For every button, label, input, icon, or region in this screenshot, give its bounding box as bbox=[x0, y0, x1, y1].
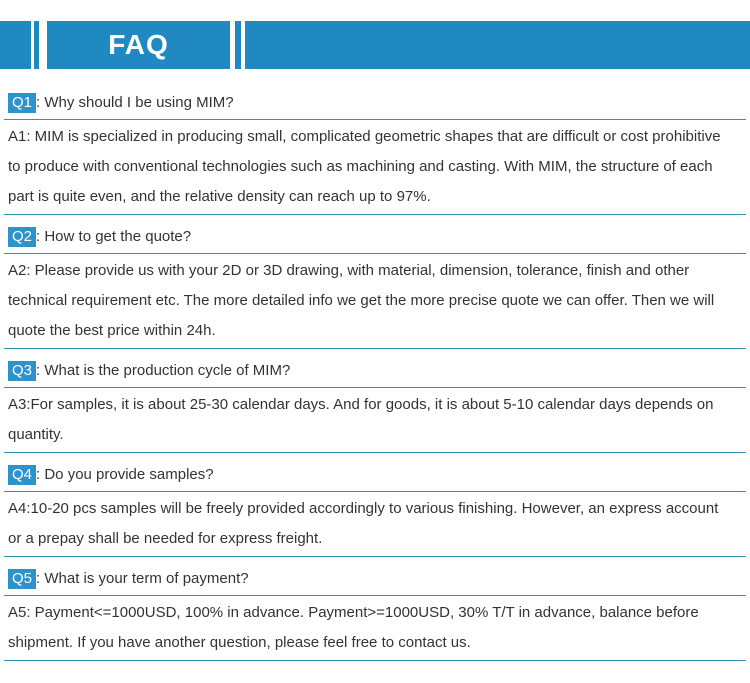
banner-left-block bbox=[0, 21, 31, 69]
answer-text: A4:10-20 pcs samples will be freely provided accordingly to various finishing. However, an express account or a prepay shall be needed for express freight. bbox=[4, 492, 746, 557]
question-text: : Do you provide samples? bbox=[36, 466, 214, 483]
banner-right-bar bbox=[245, 21, 750, 69]
banner-accent-bar-left bbox=[34, 21, 39, 69]
faq-item bbox=[4, 349, 746, 453]
answer-text: A1: MIM is specialized in producing small, complicated geometric shapes that are difficult or cost prohibitive to produce with conventional technologies such as machining and casting. With MIM, the structure of each part is quite even, and the relative density can reach up to 97%. bbox=[4, 120, 746, 215]
faq-page bbox=[0, 21, 750, 661]
answer-text: A5: Payment<=1000USD, 100% in advance. Payment>=1000USD, 30% T/T in advance, balance before shipment. If you have another question, please feel free to contact us. bbox=[4, 596, 746, 661]
faq-item bbox=[4, 557, 746, 661]
faq-question-row bbox=[4, 349, 746, 388]
question-number-badge: Q5 bbox=[8, 569, 36, 589]
faq-title-box bbox=[47, 21, 230, 69]
faq-question-row bbox=[4, 557, 746, 596]
faq-question-row bbox=[4, 453, 746, 492]
faq-item bbox=[4, 453, 746, 557]
question-number-badge: Q4 bbox=[8, 465, 36, 485]
question-text: : Why should I be using MIM? bbox=[36, 94, 234, 111]
faq-item bbox=[4, 215, 746, 349]
faq-item bbox=[4, 81, 746, 215]
answer-text: A2: Please provide us with your 2D or 3D drawing, with material, dimension, tolerance, finish and other technical requirement etc. The more detailed info we get the more precise quote we can offer. Then we will quote the best price within 24h. bbox=[4, 254, 746, 349]
question-text: : What is the production cycle of MIM? bbox=[36, 362, 291, 379]
faq-question-row bbox=[4, 215, 746, 254]
faq-banner bbox=[0, 21, 750, 69]
question-number-badge: Q3 bbox=[8, 361, 36, 381]
question-text: : How to get the quote? bbox=[36, 228, 192, 245]
faq-list bbox=[4, 81, 746, 661]
answer-text: A3:For samples, it is about 25-30 calendar days. And for goods, it is about 5-10 calendar days depends on quantity. bbox=[4, 388, 746, 453]
faq-title: FAQ bbox=[108, 29, 169, 60]
question-text: : What is your term of payment? bbox=[36, 570, 249, 587]
faq-question-row bbox=[4, 81, 746, 120]
banner-accent-bar-right bbox=[235, 21, 241, 69]
question-number-badge: Q1 bbox=[8, 93, 36, 113]
question-number-badge: Q2 bbox=[8, 227, 36, 247]
